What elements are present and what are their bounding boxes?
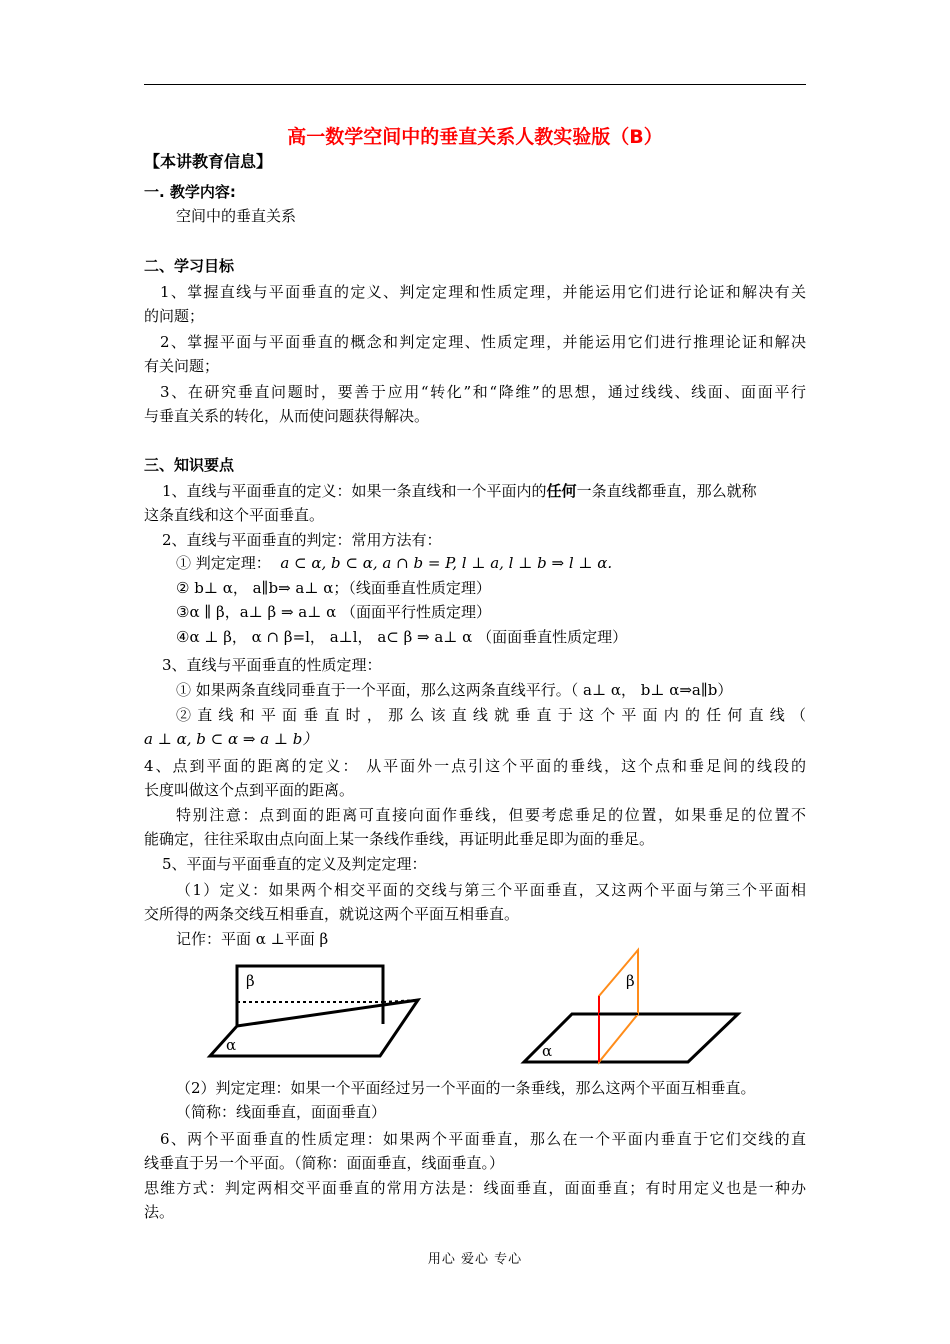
beta-label: β (626, 972, 635, 990)
point-3-item-2: ② 直 线 和 平 面 垂 直 时 ， 那 么 该 直 线 就 垂 直 于 这 个 平 面 内 的 任 何 直 线 （ (176, 706, 806, 724)
point-2-heading: 2、直线与平面垂直的判定：常用方法有： (162, 531, 442, 549)
figure-perpendicular-planes-left (200, 958, 420, 1058)
section-2-heading: 二、学习目标 (144, 257, 235, 275)
point-6-line-2: 线垂直于另一个平面。（简称：面面垂直，线面垂直。） (144, 1154, 505, 1172)
point-3-item-2-formula: a ⊥ α, b ⊂ α ⇒ a ⊥ b） (144, 730, 318, 748)
page-title: 高一数学空间中的垂直关系人教实验版（B） (287, 126, 663, 148)
point-1-line-1: 1、直线与平面垂直的定义：如果一条直线和一个平面内的任何一条直线都垂直，那么就称 (162, 482, 757, 500)
section-3-heading: 三、知识要点 (144, 456, 235, 474)
point-5-def-line-2: 交所得的两条交线互相垂直，就说这两个平面互相垂直。 (144, 905, 520, 923)
point-4-note-line-1: 特别注意：点到面的距离可直接向面作垂线，但要考虑垂足的位置，如果垂足的位置不 (176, 806, 806, 824)
point-5-theorem-line-1: （2）判定定理：如果一个平面经过另一个平面的一条垂线，那么这两个平面互相垂直。 (176, 1079, 756, 1097)
goal-3-line-2: 与垂直关系的转化，从而使问题获得解决。 (144, 407, 430, 425)
section-1-content: 空间中的垂直关系 (176, 207, 297, 225)
point-1-line-2: 这条直线和这个平面垂直。 (144, 506, 325, 524)
alpha-label: α (542, 1042, 553, 1060)
point-5-theorem-line-2: （简称：线面垂直，面面垂直） (176, 1103, 387, 1121)
point-2-item-3: ③α ∥ β，a⊥ β ⇒ a⊥ α （面面平行性质定理） (176, 603, 492, 621)
point-2-item-1: ① 判定定理： a ⊂ α, b ⊂ α, a ∩ b = P, l ⊥ a, l ⊥ b ⇒ l ⊥ α. (176, 554, 613, 572)
alpha-label: α (226, 1036, 237, 1054)
plane-beta-shape (599, 950, 638, 1062)
point-4-line-1: 4、点到平面的距离的定义： 从平面外一点引这个平面的垂线，这个点和垂足间的线段的 (144, 757, 806, 775)
goal-1-line-2: 的问题； (144, 307, 205, 325)
goal-2-line-1: 2、掌握平面与平面垂直的概念和判定定理、性质定理，并能运用它们进行推理论证和解决 (160, 333, 806, 351)
figure-perpendicular-planes-right (520, 946, 745, 1068)
goal-2-line-2: 有关问题； (144, 357, 220, 375)
plane-alpha-shape (210, 1000, 418, 1056)
point-5-heading: 5、平面与平面垂直的定义及判定定理： (162, 855, 427, 873)
point-3-item-1: ① 如果两条直线同垂直于一个平面，那么这两条直线平行。（ a⊥ α， b⊥ α⇒a∥b） (176, 681, 733, 699)
header-rule (144, 84, 806, 85)
page-footer: 用心 爱心 专心 (427, 1252, 523, 1267)
method-line-2: 法。 (144, 1203, 175, 1221)
point-4-line-2: 长度叫做这个点到平面的距离。 (144, 781, 355, 799)
point-2-item-2: ② b⊥ α， a∥b⇒ a⊥ α；（线面垂直性质定理） (176, 579, 491, 597)
point-2-item-4: ④α ⊥ β， α ∩ β=l， a⊥l， a⊂ β ⇒ a⊥ α （面面垂直性质定理） (176, 628, 628, 646)
point-6-line-1: 6、两个平面垂直的性质定理：如果两个平面垂直，那么在一个平面内垂直于它们交线的直 (160, 1130, 806, 1148)
section-1-heading: 一. 教学内容: (144, 183, 236, 201)
point-3-heading: 3、直线与平面垂直的性质定理： (162, 656, 382, 674)
point-4-note-line-2: 能确定，往往采取由点向面上某一条线作垂线，再证明此垂足即为面的垂足。 (144, 830, 655, 848)
point-5-notation: 记作：平面 α ⊥平面 β (176, 930, 329, 948)
goal-3-line-1: 3、在研究垂直问题时，要善于应用“转化”和“降维”的思想，通过线线、线面、面面平行 (160, 383, 806, 401)
goal-1-line-1: 1、掌握直线与平面垂直的定义、判定定理和性质定理，并能运用它们进行论证和解决有关 (160, 283, 806, 301)
point-5-def-line-1: （1）定义：如果两个相交平面的交线与第三个平面垂直，又这两个平面与第三个平面相 (176, 881, 806, 899)
method-line-1: 思维方式：判定两相交平面垂直的常用方法是：线面垂直，面面垂直；有时用定义也是一种办 (144, 1179, 806, 1197)
info-header: 【本讲教育信息】 (144, 152, 273, 171)
beta-label: β (246, 972, 255, 990)
